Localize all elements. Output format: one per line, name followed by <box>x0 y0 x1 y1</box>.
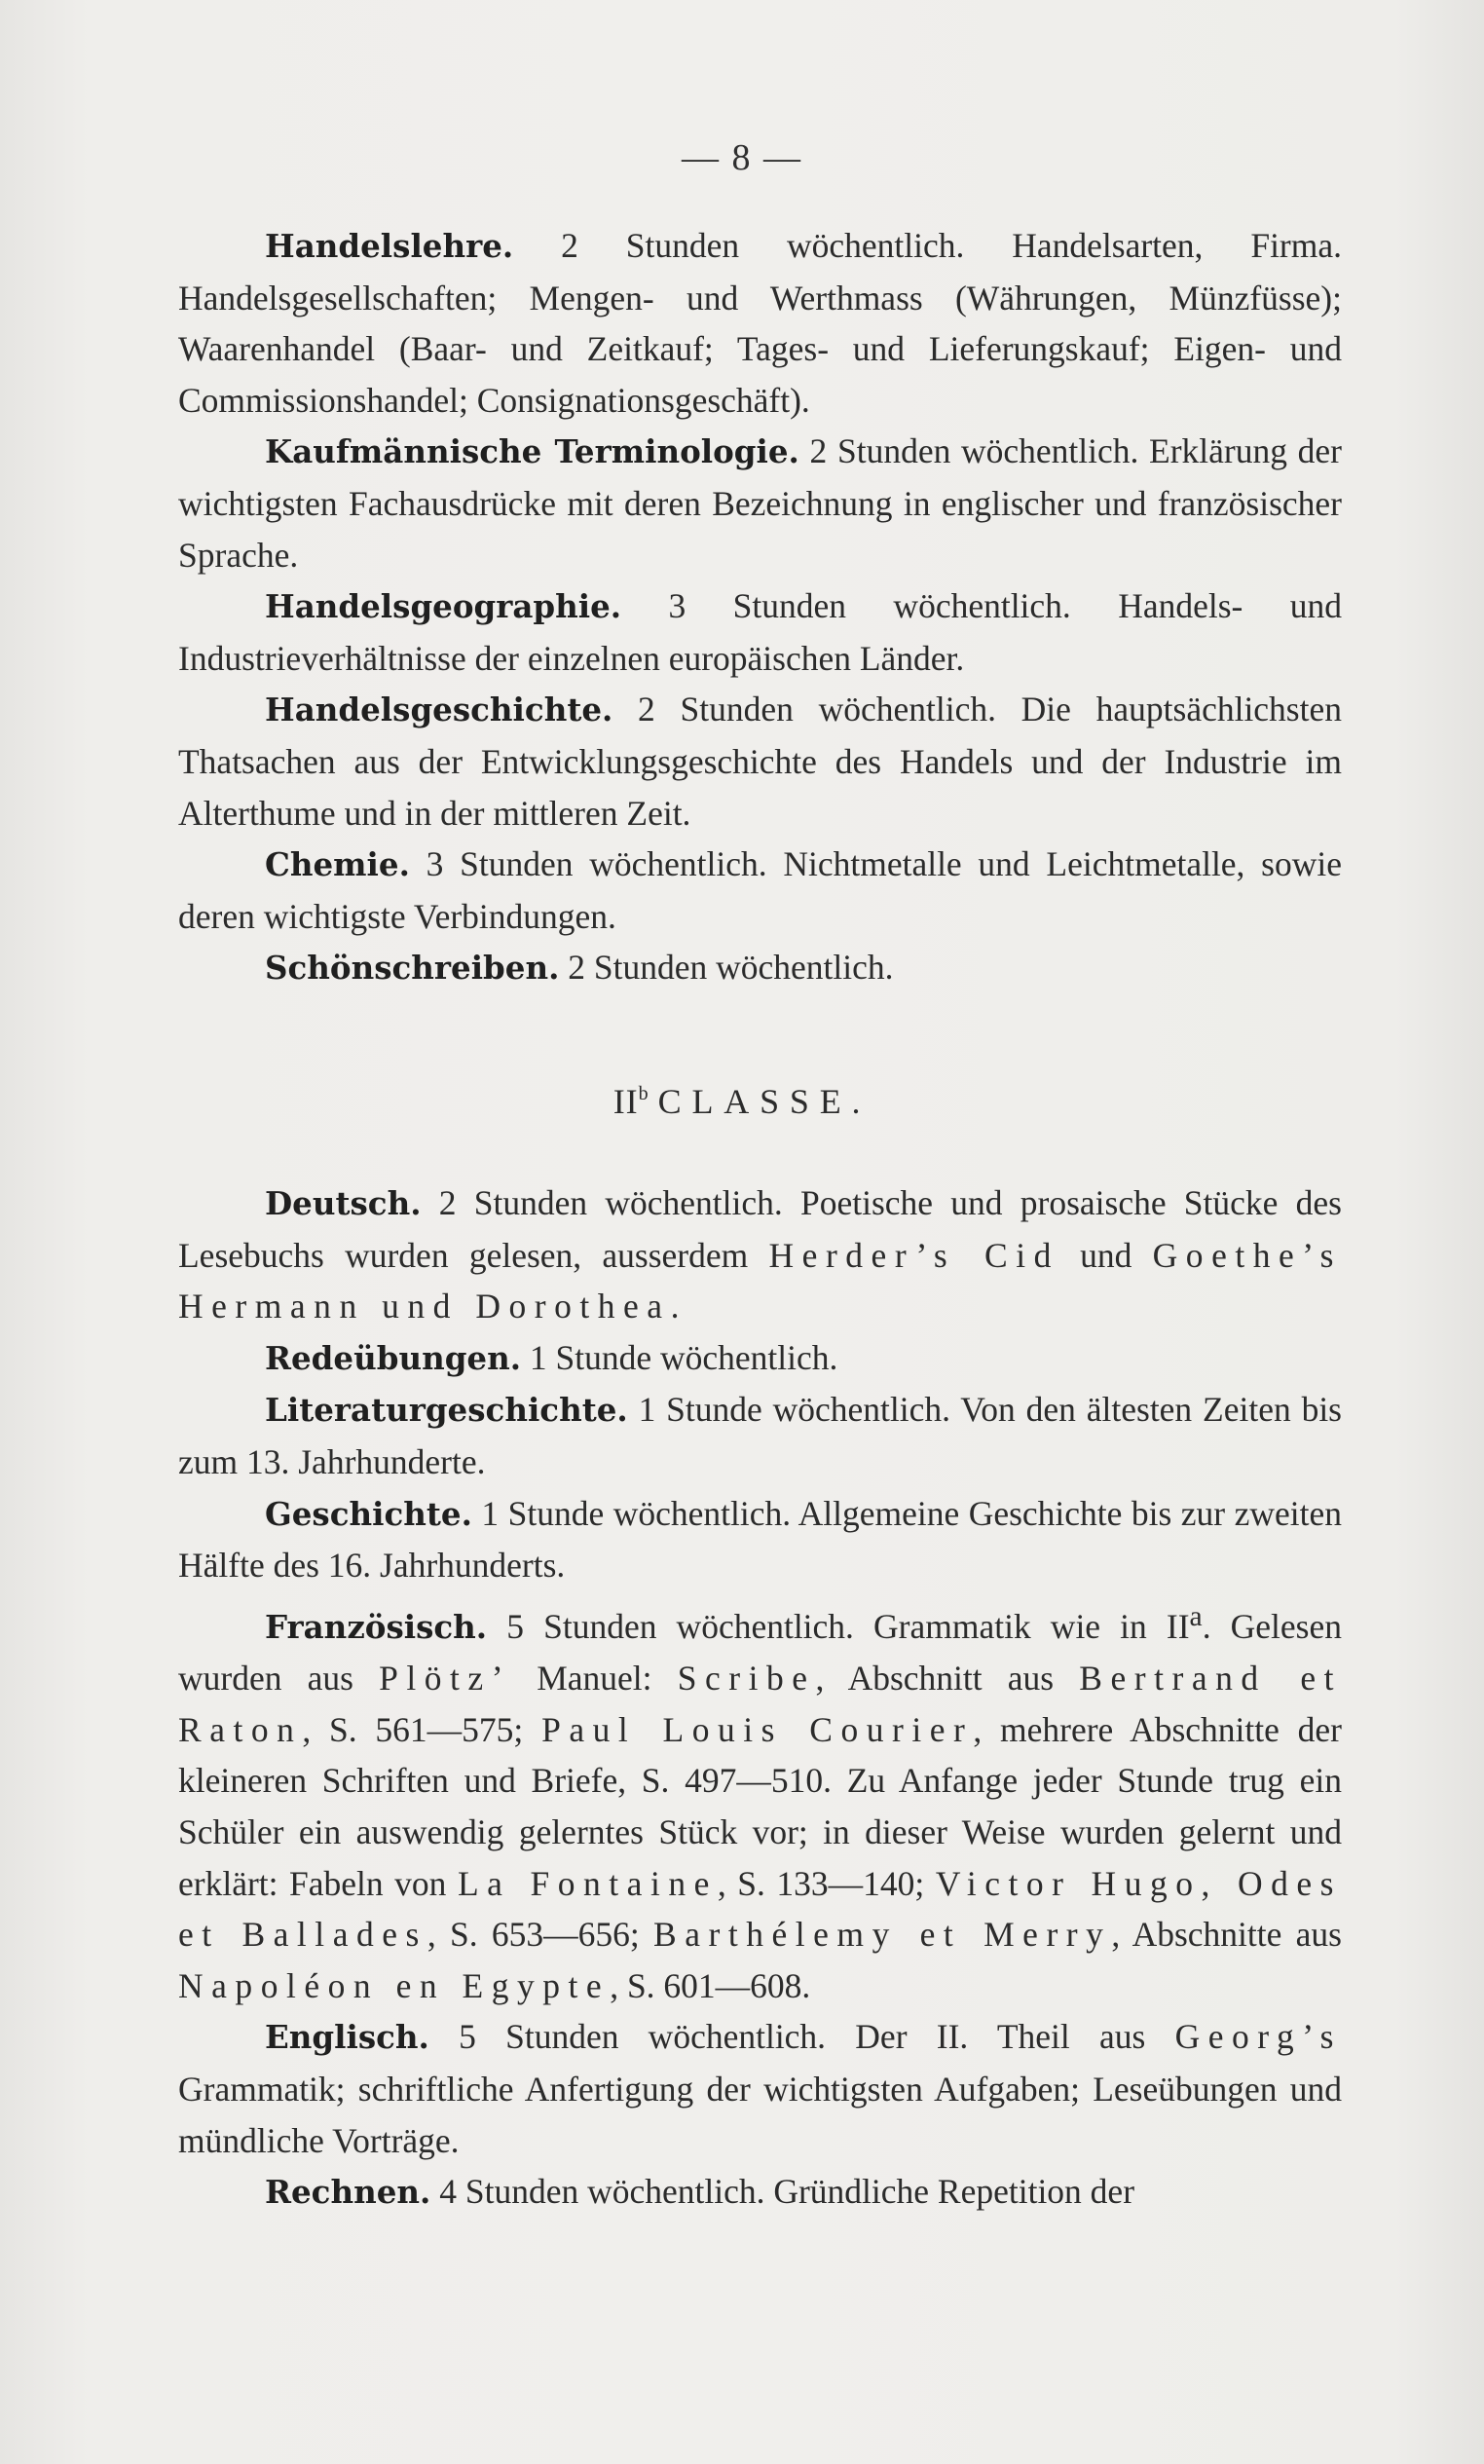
entry-text: Manuel: <box>511 1659 678 1699</box>
entry-text: Grammatik; schriftliche Anfertigung der wichtigsten Aufgaben; Leseübungen und mündliche Vorträge. <box>178 2069 1342 2160</box>
entry-text: 4 Stunden wöchentlich. Gründliche Repetition der <box>430 2172 1135 2212</box>
entry-heading: Chemie. <box>265 845 410 884</box>
entry-rechnen <box>178 2166 1342 2219</box>
author-name: Georg’s <box>1174 2017 1342 2057</box>
entry-heading: Handelsgeschichte. <box>265 691 613 729</box>
class-superscript: a <box>1189 1600 1203 1632</box>
entry-text: 2 Stunden wöchentlich. Erklärung der wichtigsten Fachausdrücke mit deren Bezeichnung in englischer und französischer Sprache. <box>178 431 1342 575</box>
entry-handelslehre <box>178 220 1342 426</box>
entry-text: 2 Stunden wöchentlich. Poetische und prosaische Stücke des Lesebuchs wurden gelesen, ausserdem <box>178 1183 1342 1275</box>
entry-heading: Schönschreiben. <box>265 949 560 988</box>
entry-text: und <box>1058 1235 1153 1275</box>
page-number: — 8 — <box>682 137 802 178</box>
author-name: Plötz’ <box>379 1659 512 1699</box>
entry-heading: Literaturgeschichte. <box>265 1391 628 1430</box>
entry-deutsch <box>178 1177 1342 1332</box>
work-title: Bertrand et Raton <box>178 1659 1342 1749</box>
entry-text: . Gelesen wurden aus <box>178 1606 1343 1699</box>
entry-heading: Redeübungen. <box>265 1338 522 1377</box>
entry-text: 3 Stunden wöchentlich. Nichtmetalle und Leichtmetalle, sowie deren wichtigste Verbindungen. <box>178 844 1342 936</box>
author-name: Barthélemy et Merry <box>653 1915 1112 1955</box>
entry-heading: Kaufmännische Terminologie. <box>265 432 799 471</box>
entry-text: , Abschnitt aus <box>815 1659 1080 1699</box>
entry-text: , S. 133—140; <box>717 1863 936 1903</box>
entry-text: . <box>670 1287 680 1326</box>
class-superscript: b <box>638 1083 649 1104</box>
entry-schoenschreiben <box>178 942 1342 994</box>
entry-text: 1 Stunde wöchentlich. <box>521 1337 838 1377</box>
class-word: CLASSE. <box>657 1082 872 1121</box>
author-name: Scribe <box>677 1659 816 1699</box>
entry-literaturgeschichte <box>178 1384 1342 1487</box>
entry-redeuebungen <box>178 1332 1342 1385</box>
entry-heading: Handelsgeographie. <box>265 587 622 626</box>
entry-geschichte <box>178 1488 1342 1591</box>
entry-text: , Abschnitte aus <box>1111 1915 1342 1955</box>
entry-franzoesisch <box>178 1591 1342 2012</box>
entry-heading: Deutsch. <box>265 1184 422 1222</box>
work-title: Napoléon en Egypte <box>178 1965 611 2005</box>
entry-text: 5 Stunden wöchentlich. Grammatik wie in II <box>487 1606 1190 1646</box>
entry-handelsgeographie <box>178 580 1342 684</box>
entry-heading: Französisch. <box>265 1607 488 1646</box>
entry-text: 3 Stunden wöchentlich. Handels- und Industrieverhältnisse der einzelnen europäischen Länder. <box>178 586 1342 678</box>
entry-text: 1 Stunde wöchentlich. Von den ältesten Zeiten bis zum 13. Jahrhunderte. <box>178 1390 1342 1481</box>
entry-heading: Englisch. <box>265 2018 429 2057</box>
entry-englisch <box>178 2011 1342 2166</box>
entry-text: 2 Stunden wöchentlich. <box>559 948 894 988</box>
work-title: Goethe’s Hermann und Dorothea <box>178 1235 1342 1326</box>
entry-text: 1 Stunde wöchentlich. Allgemeine Geschichte bis zur zweiten Hälfte des 16. Jahrhunderts. <box>178 1493 1342 1586</box>
entry-handelsgeschichte <box>178 684 1342 839</box>
entry-text: 5 Stunden wöchentlich. Der II. Theil aus <box>428 2017 1175 2057</box>
entry-heading: Handelslehre. <box>265 227 514 265</box>
entry-text: , S. 653—656; <box>427 1915 654 1955</box>
entry-text: , mehrere Abschnitte der kleineren Schriften und Briefe, S. 497—510. Zu Anfange jeder Stunde trug ein Schüler ein auswendig gelerntes Stück vor; in dieser Weise wurden gelernt und erklärt: Fabeln von <box>178 1709 1342 1903</box>
author-name: La Fontaine <box>457 1863 718 1903</box>
entry-text: , S. 601—608. <box>610 1965 811 2005</box>
entry-text: 2 Stunden wöchentlich. Handelsarten, Firma. Handelsgesellschaften; Mengen- und Werthmass (Währungen, Münzfüsse); Waarenhandel (Baar- und Zeitkauf; Tages- und Lieferungskauf; Eigen- und Commissionshandel; Consignationsgeschäft). <box>178 226 1342 420</box>
entry-text: , S. 561—575; <box>302 1709 542 1749</box>
course-list-upper <box>178 220 1342 994</box>
entry-chemie <box>178 839 1342 942</box>
entry-terminologie <box>178 426 1342 580</box>
entry-heading: Geschichte. <box>265 1494 472 1533</box>
section-heading <box>0 1081 1484 1122</box>
entry-heading: Rechnen. <box>265 2173 431 2212</box>
work-title: Victor Hugo, Odes et Ballades <box>178 1863 1342 1955</box>
class-roman-numeral: II <box>612 1082 639 1121</box>
work-title: Herder’s Cid <box>768 1235 1059 1275</box>
entry-text: 2 Stunden wöchentlich. Die hauptsächlichsten Thatsachen aus der Entwicklungsgeschichte des Handels und der Industrie im Alterthume und in der mittleren Zeit. <box>178 690 1342 833</box>
author-name: Paul Louis Courier <box>541 1709 974 1749</box>
course-list-lower <box>178 1177 1342 2219</box>
